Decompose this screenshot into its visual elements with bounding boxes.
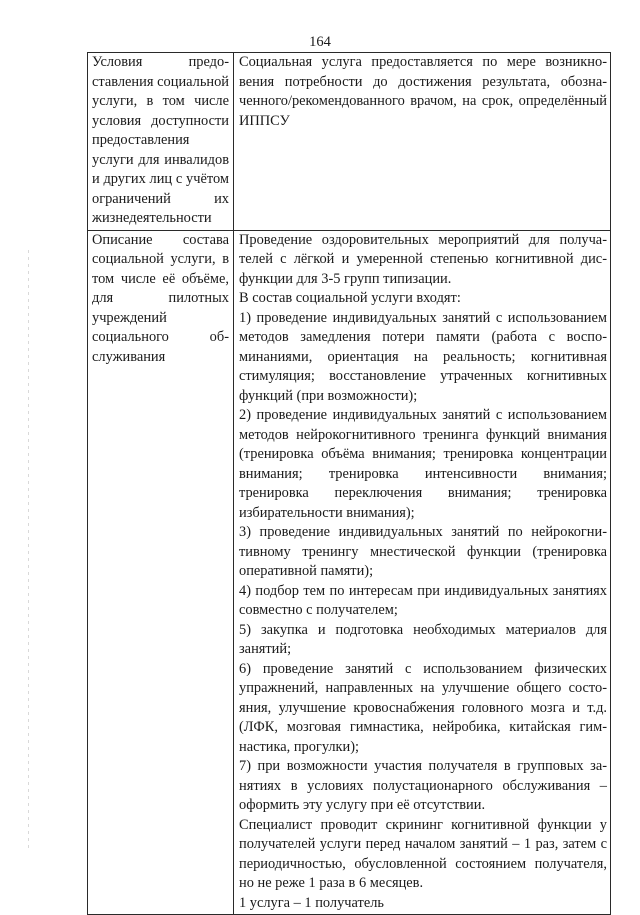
table-row — [88, 53, 611, 231]
row-label-cell — [88, 230, 234, 915]
content-paragraph: 7) при возможности участия получателя в групповых занятиях в условиях полустационарного обслуживания – оформить эту услугу при её отсутствии. — [239, 758, 607, 813]
content-paragraph: Проведение оздоровительных мероприятий для получателей с лёгкой и умеренной степенью когнитивной дисфункции для 3-5 групп типизации. — [239, 231, 607, 287]
content-paragraph: 1 услуга – 1 получатель — [239, 894, 384, 911]
row-content-cell — [234, 230, 611, 915]
content-paragraph: 1) проведение индивидуальных занятий с использованием методов замедления потери памяти (работа с воспоминаниями, ориентация на реальность; когнитивная стимуляция; восстановление утраченных когнитивных функций (при возможности); — [239, 309, 607, 404]
row-label-text: Условия предоставления социальной услуги, в том числе условия доступности предоставления услуги для инвалидов и других лиц с учётом ограничений их жизнедеятельности — [92, 54, 229, 226]
content-paragraph: 5) закупка и подготовка необходимых материалов для занятий; — [239, 621, 607, 657]
content-paragraph: 6) проведение занятий с использованием физических упражнений, направленных на улучшение общего состояния, улучшение кровоснабжения головного мозга и т.д. (ЛФК, мозговая гимнастика, нейробика, китайская гимнастика, прогулки); — [239, 660, 607, 755]
content-paragraph: Социальная услуга предоставляется по мере возникновения потребности до достижения результата, обозначенного/рекомендованного врачом, на срок, определённый ИППСУ — [239, 54, 607, 129]
row-label-text: Описание состава социальной услуги, в том числе её объёме, для пилотных учреждений социального обслуживания — [92, 231, 229, 365]
content-paragraph: В состав социальной услуги входят: — [239, 290, 461, 306]
row-label-cell — [88, 53, 234, 231]
row-content-cell — [234, 53, 611, 231]
content-paragraph: 2) проведение индивидуальных занятий с использованием методов нейрокогнитивного тренинга функций внимания (тренировка объёма внимания; тренировка концентрации внимания; тренировка интенсивности внимания; тренировка переключения внимания; тренировка избирательности внимания); — [239, 407, 607, 521]
content-paragraph: 4) подбор тем по интересам при индивидуальных занятиях совместно с получателем; — [239, 582, 607, 618]
content-paragraph: Специалист проводит скрининг когнитивной функции у получателей услуги перед началом занятий – 1 раз, затем с периодичностью, обусловленной состоянием получателя, но не реже 1 раза в 6 месяцев. — [239, 816, 607, 891]
margin-scan-marks — [28, 250, 30, 850]
content-paragraph: 3) проведение индивидуальных занятий по нейрокогнитивному тренингу мнестической функции (тренировка оперативной памяти); — [239, 524, 607, 579]
page-number: 164 — [309, 34, 331, 50]
table-row — [88, 230, 611, 915]
service-description-table — [87, 52, 611, 915]
